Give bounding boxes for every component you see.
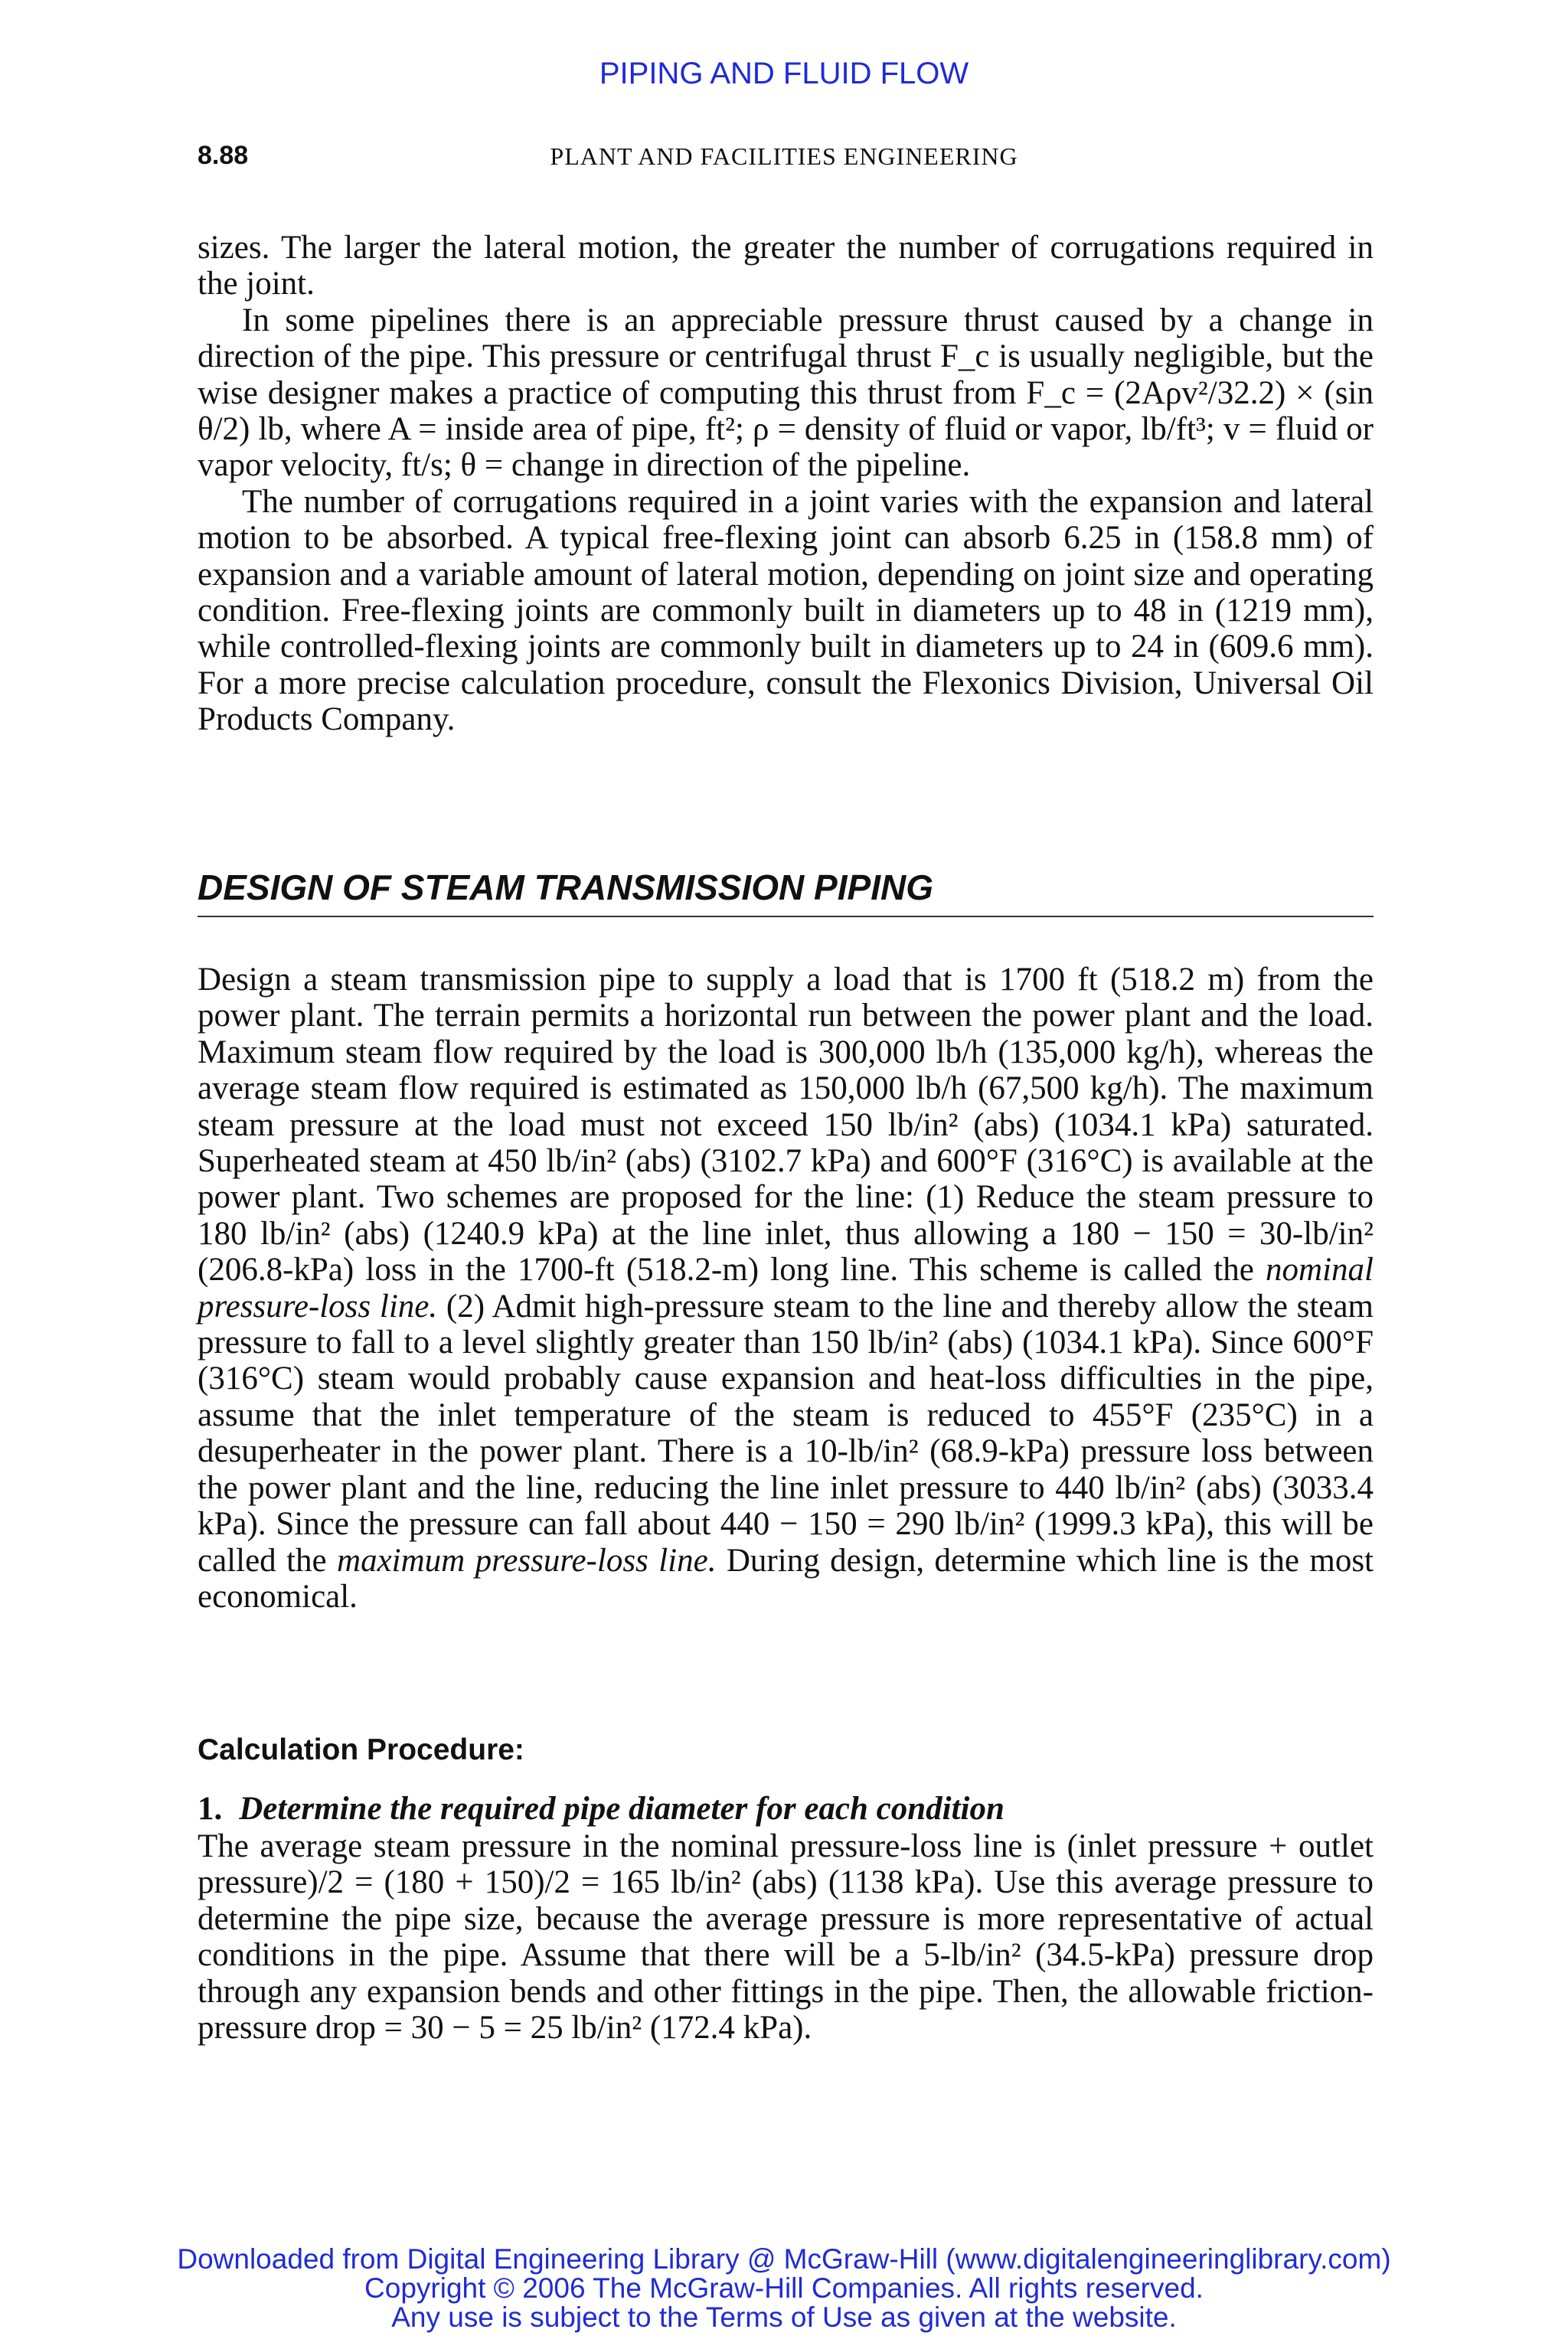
intro-text: [198, 230, 1374, 738]
step-1-text: [198, 1828, 1374, 2046]
intro-paragraph-1: sizes. The larger the lateral motion, the greater the number of corrugations required in the joint.: [198, 230, 1374, 302]
calculation-procedure-heading: Calculation Procedure:: [198, 1733, 524, 1766]
intro-paragraph-2: In some pipelines there is an appreciable pressure thrust caused by a change in direction of the pipe. This pressure or centrifugal thrust F_c is usually negligible, but the wise designer makes a practice of computing this thrust from F_c = (2Aρv²/32.2) × (sin θ/2) lb, where A = inside area of pipe, ft²; ρ = density of fluid or vapor, lb/ft³; v = fluid or vapor velocity, ft/s; θ = change in direction of the pipeline.: [198, 302, 1374, 484]
problem-paragraph: Design a steam transmission pipe to supply a load that is 1700 ft (518.2 m) from the power plant. The terrain permits a horizontal run between the power plant and the load. Maximum steam flow required by the load is 300,000 lb/h (135,000 kg/h), whereas the average steam flow required is estimated as 150,000 lb/h (67,500 kg/h). The maximum steam pressure at the load must not exceed 150 lb/in² (abs) (1034.1 kPa) saturated. Superheated steam at 450 lb/in² (abs) (3102.7 kPa) and 600°F (316°C) is available at the power plant. Two schemes are proposed for the line: (1) Reduce the steam pressure to 180 lb/in² (abs) (1240.9 kPa) at the line inlet, thus allowing a 180 − 150 = 30-lb/in² (206.8-kPa) loss in the 1700-ft (518.2-m) long line. This scheme is called the nominal pressure-loss line. (2) Admit high-pressure steam to the line and thereby allow the steam pressure to fall to a level slightly greater than 150 lb/in² (abs) (1034.1 kPa). Since 600°F (316°C) steam would probably cause expansion and heat-loss difficulties in the pipe, assume that the inlet temperature of the steam is reduced to 455°F (235°C) in a desuperheater in the power plant. There is a 10-lb/in² (68.9-kPa) pressure loss between the power plant and the line, reducing the line inlet pressure to 440 lb/in² (abs) (3033.4 kPa). Since the pressure can fall about 440 − 150 = 290 lb/in² (1999.3 kPa), this will be called the maximum pressure-loss line. During design, determine which line is the most economical.: [198, 962, 1374, 1615]
footer-download-link[interactable]: Downloaded from Digital Engineering Library @ McGraw-Hill (www.digitalengineeringlibrary.com): [177, 2243, 1391, 2275]
page-number: 8.88: [198, 141, 249, 170]
footer-terms[interactable]: Any use is subject to the Terms of Use as given at the website.: [391, 2301, 1177, 2333]
step-1-paragraph: The average steam pressure in the nominal pressure-loss line is (inlet pressure + outlet pressure)/2 = (180 + 150)/2 = 165 lb/in² (abs) (1138 kPa). Use this average pressure to determine the pipe size, because the average pressure is more representative of actual conditions in the pipe. Assume that there will be a 5-lb/in² (34.5-kPa) pressure drop through any expansion bends and other fittings in the pipe. Then, the allowable friction-pressure drop = 30 − 5 = 25 lb/in² (172.4 kPa).: [198, 1828, 1374, 2047]
chapter-title-link[interactable]: PIPING AND FLUID FLOW: [599, 57, 969, 90]
step-1-heading: [198, 1790, 1004, 1828]
running-head: PLANT AND FACILITIES ENGINEERING: [550, 142, 1018, 170]
section-heading: DESIGN OF STEAM TRANSMISSION PIPING: [198, 867, 1374, 917]
copyright-footer: [0, 2245, 1568, 2332]
intro-paragraph-3: The number of corrugations required in a joint varies with the expansion and lateral motion to be absorbed. A typical free-flexing joint can absorb 6.25 in (158.8 mm) of expansion and a variable amount of lateral motion, depending on joint size and operating condition. Free-flexing joints are commonly built in diameters up to 48 in (1219 mm), while controlled-flexing joints are commonly built in diameters up to 24 in (609.6 mm). For a more precise calculation procedure, consult the Flexonics Division, Universal Oil Products Company.: [198, 483, 1374, 738]
step-1-number: 1.: [198, 1791, 223, 1827]
footer-copyright: Copyright © 2006 The McGraw-Hill Companies. All rights reserved.: [364, 2272, 1204, 2304]
problem-statement: [198, 962, 1374, 1615]
step-1-title: Determine the required pipe diameter for each condition: [239, 1791, 1004, 1827]
